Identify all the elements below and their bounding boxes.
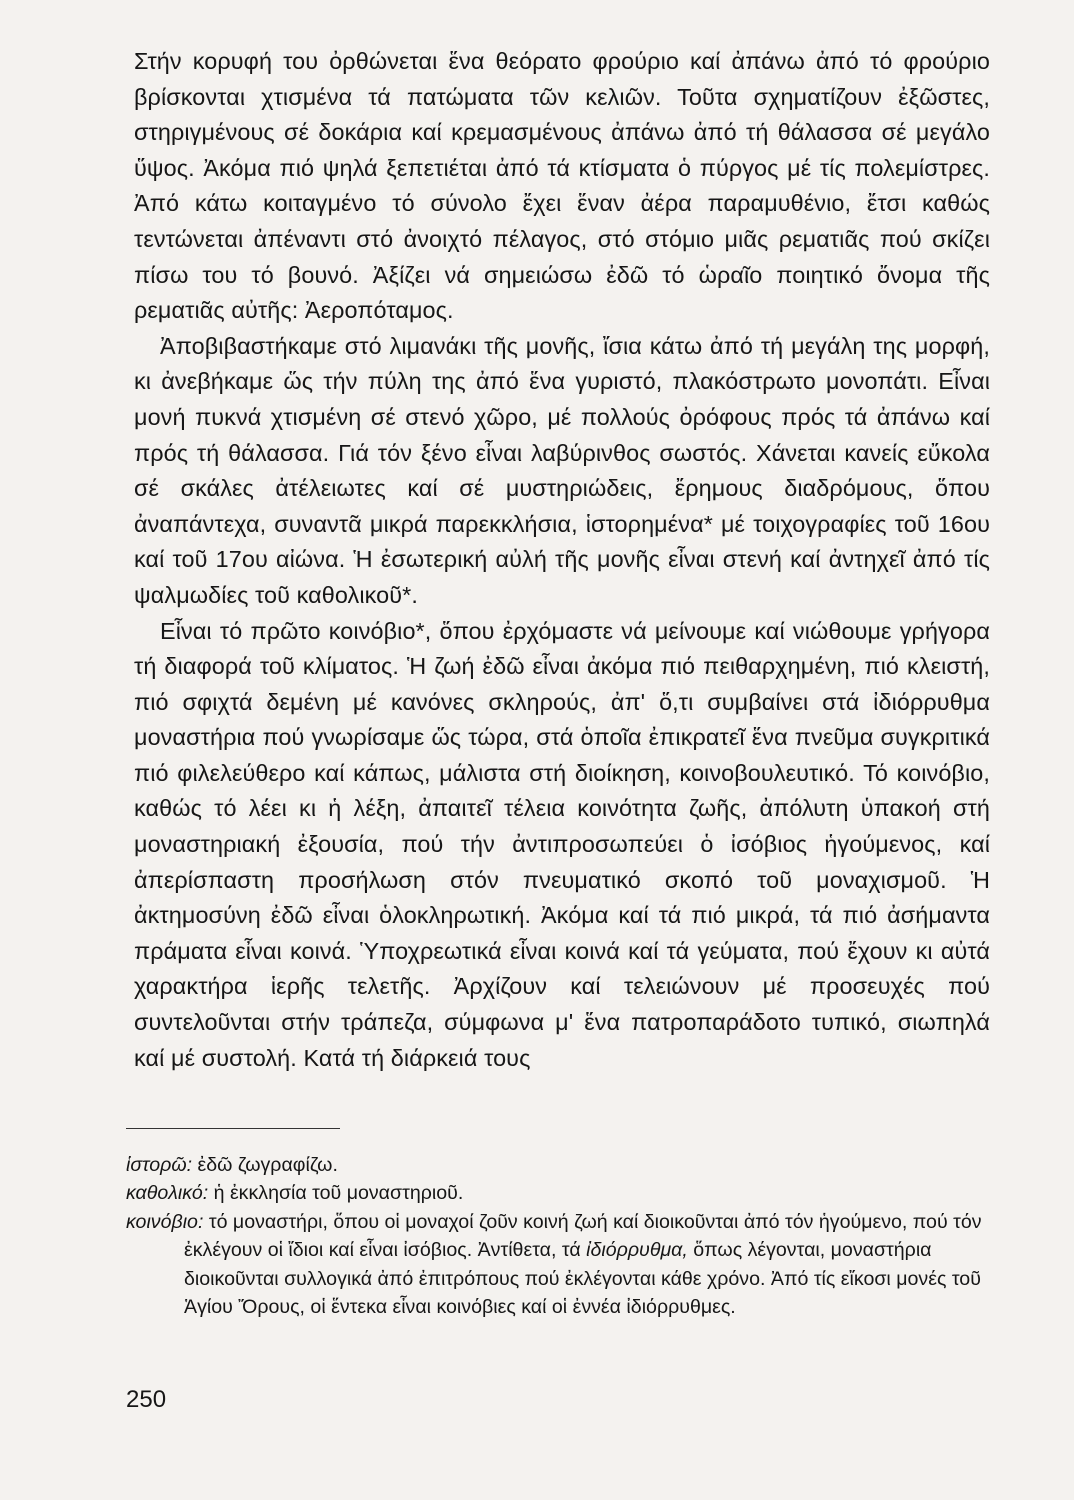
paragraph-3: Εἶναι τό πρῶτο κοινόβιο*, ὅπου ἐρχόμαστε νά μείνουμε καί νιώθουμε γρήγορα τή διαφορά τοῦ κλίματος. Ἡ ζωή ἐδῶ εἶναι ἀκόμα πιό πειθαρχημένη, πιό κλειστή, πιό σφιχτά δεμένη μέ κανόνες σκληρούς, ἀπ' ὅ,τι συμβαίνει στά ἰδιόρρυθμα μοναστήρια πού γνωρίσαμε ὥς τώρα, στά ὁποῖα ἐπικρατεῖ ἕνα πνεῦμα συγκριτικά πιό φιλελεύθερο καί κάπως, μάλιστα στή διοίκηση, κοινοβουλευτικό. Τό κοινόβιο, καθώς τό λέει κι ἡ λέξη, ἀπαιτεῖ τέλεια κοινότητα ζωῆς, ἀπόλυτη ὑπακοή στή μοναστηριακή ἐξουσία, πού τήν ἀντιπροσωπεύει ὁ ἰσόβιος ἡγούμενος, καί ἀπερίσπαστη προσήλωση στόν πνευματικό σκοπό τοῦ μοναχισμοῦ. Ἡ ἀκτημοσύνη ἐδῶ εἶναι ὁλοκληρωτική. Ἀκόμα καί τά πιό μικρά, τά πιό ἀσήμαντα πράματα εἶναι κοινά. Ὑποχρεωτικά εἶναι κοινά καί τά γεύματα, πού ἔχουν κι αὐτά χαρακτήρα ἱερῆς τελετῆς. Ἀρχίζουν καί τελειώνουν μέ προσευχές πού συντελοῦνται στήν τράπεζα, σύμφωνα μ' ἕνα πατροπαράδοτο τυπικό, σιωπηλά καί μέ συστολή. Κατά τή διάρκειά τους	[134, 617, 990, 1071]
paragraph-2: Ἀποβιβαστήκαμε στό λιμανάκι τῆς μονῆς, ἴσια κάτω ἀπό τή μεγάλη της μορφή, κι ἀνεβήκαμε ὥς τήν πύλη της ἀπό ἕνα γυριστό, πλακόστρωτο μονοπάτι. Εἶναι μονή πυκνά χτισμένη σέ στενό χῶρο, μέ πολλούς ὀρόφους πρός τά ἀπάνω καί πρός τή θάλασσα. Γιά τόν ξένο εἶναι λαβύρινθος σωστός. Χάνεται κανείς εὔκολα σέ σκάλες ἀτέλειωτες καί σέ μυστηριώδεις, ἔρημους διαδρόμους, ὅπου ἀναπάντεχα, συναντᾶ μικρά παρεκκλήσια, ἱστορημένα* μέ τοιχογραφίες τοῦ 16ου καί τοῦ 17ου αἰώνα. Ἡ ἐσωτερική αὐλή τῆς μονῆς εἶναι στενή καί ἀντηχεῖ ἀπό τίς ψαλμωδίες τοῦ καθολικοῦ*.	[134, 332, 990, 608]
paragraph-1: Στήν κορυφή του ὀρθώνεται ἕνα θεόρατο φρούριο καί ἀπάνω ἀπό τό φρούριο βρίσκονται χτισμένα τά πατώματα τῶν κελιῶν. Τοῦτα σχηματίζουν ἐξῶστες, στηριγμένους σέ δοκάρια καί κρεμασμένους ἀπάνω ἀπό τή θάλασσα σέ μεγάλο ὕψος. Ἀκόμα πιό ψηλά ξεπετιέται ἀπό τά κτίσματα ὁ πύργος μέ τίς πολεμίστρες. Ἀπό κάτω κοιταγμένο τό σύνολο ἔχει ἕναν ἀέρα παραμυθένιο, ἔτσι καθώς τεντώνεται ἀπέναντι στό ἀνοιχτό πέλαγος, στό στόμιο μιᾶς ρεματιᾶς πού σκίζει πίσω του τό βουνό. Ἀξίζει νά σημειώσω ἐδῶ τό ὡραῖο ποιητικό ὄνομα τῆς ρεματιᾶς αὐτῆς: Ἀεροπόταμος.	[134, 48, 990, 324]
footnote-term: ἱστορῶ:	[126, 1154, 193, 1176]
main-text	[134, 44, 990, 1076]
footnote-definition-continued: ὅπως λέγονται, μοναστήρια διοικοῦνται συλλογικά ἀπό ἐπιτρόπους πού ἐκλέγονται κάθε χρόνο. Ἀπό τίς εἴκοσι μονές τοῦ Ἁγίου Ὄρους, οἱ ἕντεκα εἶναι κοινόβιες καί οἱ ἐννέα ἰδιόρρυθμες.	[184, 1239, 981, 1319]
footnote-koinovio	[126, 1208, 990, 1322]
footnote-emphasis: ἰδιόρρυθμα,	[586, 1239, 688, 1262]
footnote-istoro	[126, 1151, 990, 1179]
footnote-term: κοινόβιο:	[126, 1210, 204, 1233]
footnote-katholiko	[126, 1179, 990, 1207]
page-number: 250	[126, 1386, 167, 1413]
footnotes	[126, 1151, 990, 1321]
footnote-definition: ἐδῶ ζωγραφίζω.	[192, 1154, 338, 1176]
footnote-definition: ἡ ἐκκλησία τοῦ μοναστηριοῦ.	[208, 1182, 464, 1205]
footnote-divider	[126, 1128, 340, 1129]
footnote-definition: τό μοναστήρι, ὅπου οἱ μοναχοί ζοῦν κοινή ζωή καί διοικοῦνται ἀπό τόν ἡγούμενο, πού τόν ἐκλέγουν οἱ ἴδιοι καί εἶναι ἰσόβιος. Ἀντίθετα, τά	[184, 1210, 982, 1262]
footnote-term: καθολικό:	[126, 1182, 209, 1205]
